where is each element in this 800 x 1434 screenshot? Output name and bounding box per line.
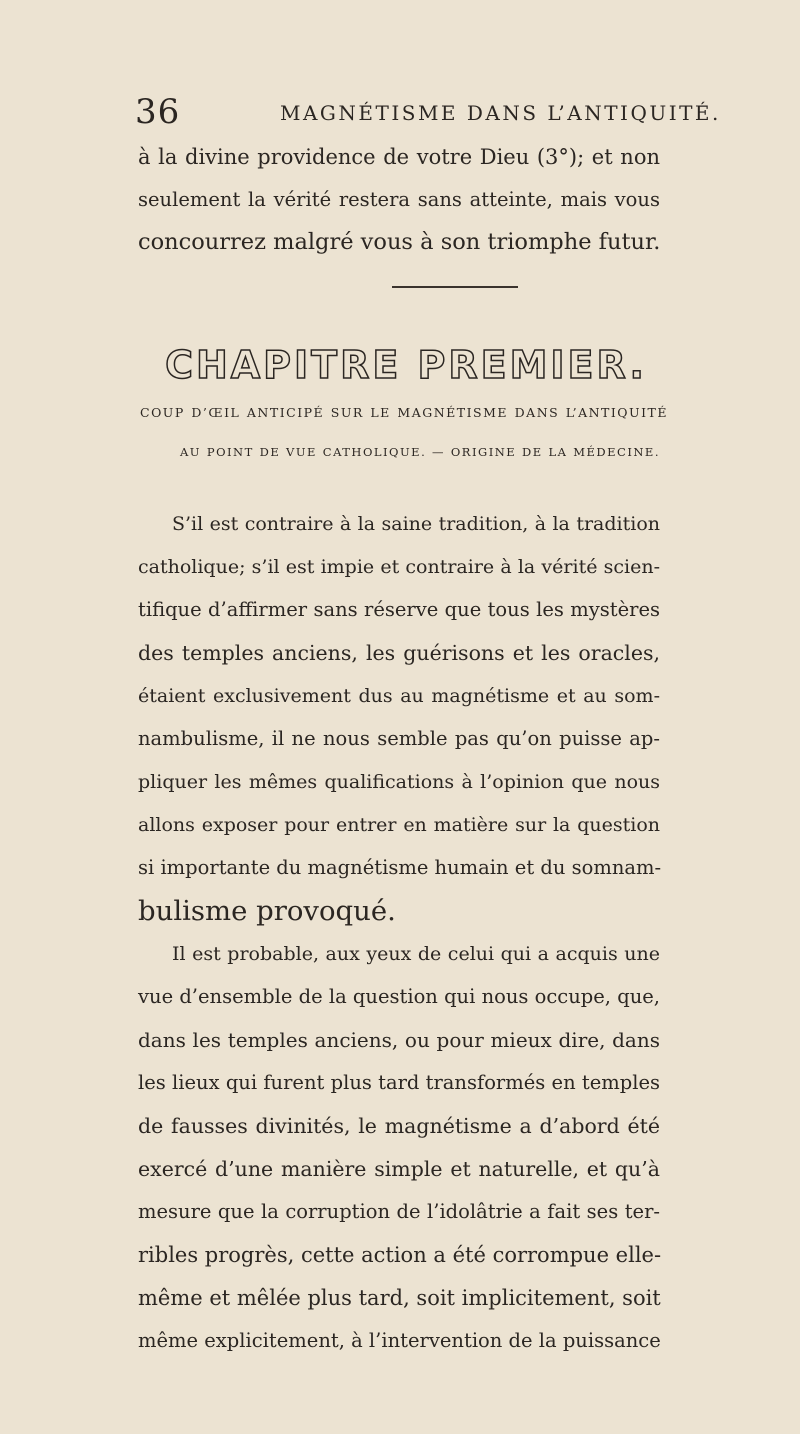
page-number: 36 [135, 92, 181, 132]
text-line: de fausses divinités, le magnétisme a d’abord été [138, 1114, 660, 1138]
chapter-subtitle-line-2: AU POINT DE VUE CATHOLIQUE. — ORIGINE DE LA MÉDECINE. [180, 445, 660, 459]
text-line: à la divine providence de votre Dieu (3°); et non [138, 145, 660, 169]
text-line: les lieux qui furent plus tard transformés en temples [138, 1071, 660, 1094]
chapter-title: CHAPITRE PREMIER. [165, 343, 647, 387]
text-line: même et mêlée plus tard, soit implicitement, soit [138, 1286, 661, 1310]
chapter-subtitle-line-1: COUP D’ŒIL ANTICIPÉ SUR LE MAGNÉTISME DANS L’ANTIQUITÉ [140, 405, 668, 420]
text-line: tifique d’affirmer sans réserve que tous les mystères [138, 598, 660, 621]
text-line: Il est probable, aux yeux de celui qui a acquis une [172, 943, 660, 965]
text-line: concourrez malgré vous à son triomphe futur. [138, 229, 661, 255]
running-title: MAGNÉTISME DANS L’ANTIQUITÉ. [280, 101, 721, 125]
text-line: seulement la vérité restera sans atteinte, mais vous [138, 188, 660, 211]
text-line: S’il est contraire à la saine tradition, à la tradition [172, 513, 660, 535]
text-line: pliquer les mêmes qualifications à l’opinion que nous [138, 771, 660, 793]
text-line: dans les temples anciens, ou pour mieux dire, dans [138, 1028, 660, 1052]
text-line: même explicitement, à l’intervention de la puissance [138, 1329, 661, 1352]
section-divider [392, 286, 518, 288]
text-line: mesure que la corruption de l’idolâtrie a fait ses ter- [138, 1200, 660, 1223]
text-line: des temples anciens, les guérisons et les oracles, [138, 641, 660, 665]
text-line: bulisme provoqué. [138, 895, 396, 927]
text-line: exercé d’une manière simple et naturelle, et qu’à [138, 1157, 660, 1181]
text-line: nambulisme, il ne nous semble pas qu’on puisse ap- [138, 727, 660, 750]
page-header [0, 92, 800, 132]
text-line: si importante du magnétisme humain et du somnam- [138, 856, 662, 879]
text-line: ribles progrès, cette action a été corrompue elle- [138, 1243, 662, 1267]
text-line: allons exposer pour entrer en matière sur la question [138, 814, 660, 836]
text-line: vue d’ensemble de la question qui nous occupe, que, [138, 985, 660, 1008]
text-line: catholique; s’il est impie et contraire à la vérité scien- [138, 556, 660, 578]
text-line: étaient exclusivement dus au magnétisme et au som- [138, 685, 660, 707]
